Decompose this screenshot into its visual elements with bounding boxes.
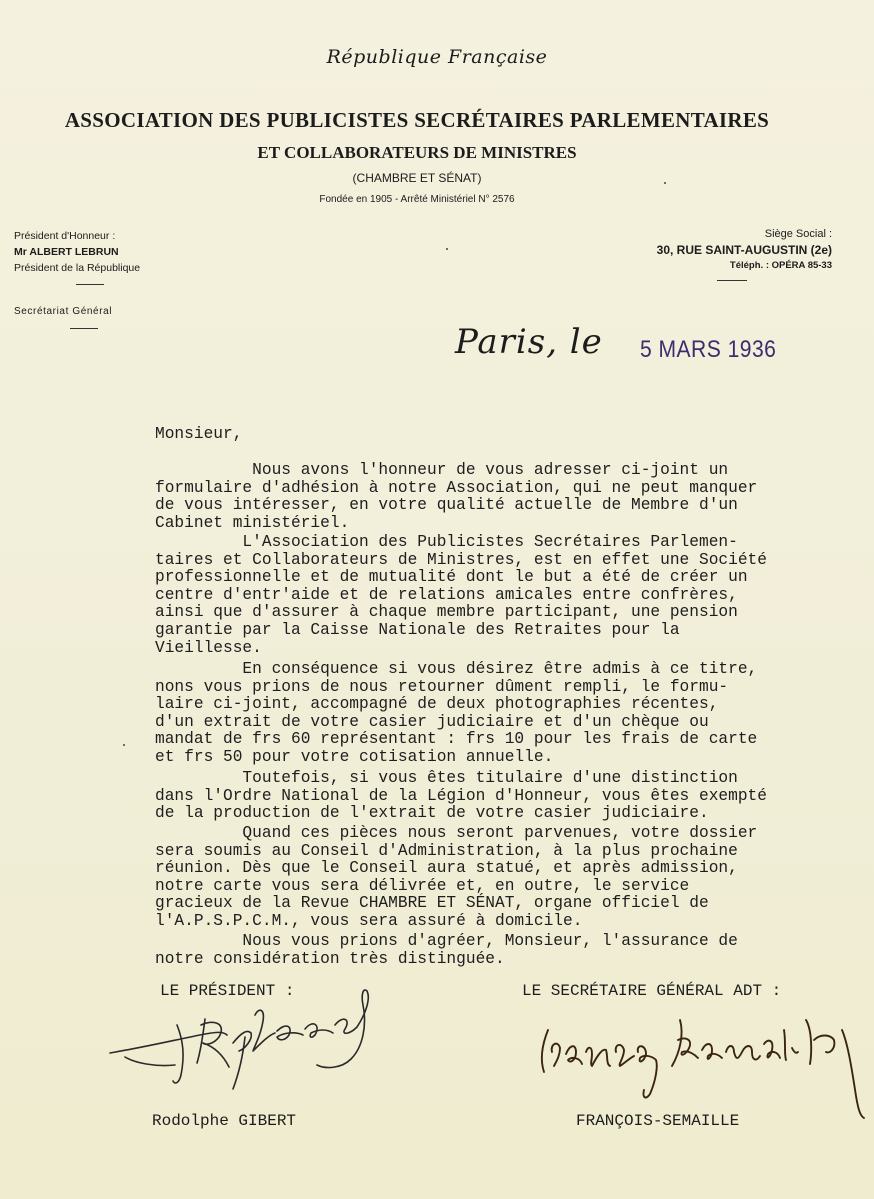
secretary-name: FRANÇOIS-SEMAILLE — [576, 1112, 740, 1130]
secretary-label: LE SECRÉTAIRE GÉNÉRAL ADT : — [522, 982, 782, 1000]
dateline-place: Paris, le — [455, 322, 603, 362]
paragraph-6: Nous vous prions d'agréer, Monsieur, l'assurance de notre considération très distinguée. — [155, 932, 738, 968]
divider — [76, 284, 104, 285]
date-stamp: 5 MARS 1936 — [640, 336, 777, 363]
honorary-title: Président de la République — [14, 262, 141, 274]
president-name: Rodolphe GIBERT — [152, 1112, 297, 1130]
association-subtitle: ET COLLABORATEURS DE MINISTRES — [257, 143, 577, 162]
head-office-block — [600, 226, 832, 281]
secretary-signature — [530, 1000, 874, 1125]
president-label: LE PRÉSIDENT : — [160, 982, 295, 1000]
honorary-label: Président d'Honneur : — [14, 230, 116, 242]
paragraph-4: Toutefois, si vous êtes titulaire d'une distinction dans l'Ordre National de la Légion d'Honneur, vous êtes exempté de la production de l'extrait de votre casier judiciaire. — [155, 769, 767, 823]
address: 30, RUE SAINT-AUGUSTIN (2e) — [656, 243, 832, 257]
honorary-president-block — [14, 228, 174, 285]
divider — [70, 328, 98, 329]
secretariat-label: Secrétariat Général — [14, 306, 113, 317]
salutation: Monsieur, — [155, 425, 243, 443]
president-signature — [105, 985, 380, 1095]
telephone: Téléph. : OPÉRA 85-33 — [729, 260, 832, 271]
divider — [717, 280, 747, 281]
paragraph-3: En conséquence si vous désirez être admis à ce titre, nons vous prions de nous retourner dûment rempli, le formu- laire ci-joint, accompagné de deux photographies récentes, d'un extrait de votre casier judiciaire et d'un chèque ou mandat de frs 60 représentant : frs 10 pour les frais de carte et frs 50 pour votre cotisation annuelle. — [155, 660, 758, 766]
republique-heading: République Française — [326, 46, 548, 68]
paragraph-1: Nous avons l'honneur de vous adresser ci-joint un formulaire d'adhésion à notre Association, qui ne peut manquer de vous intéresser, en votre qualité actuelle de Membre d'un Cabinet ministériel. — [155, 461, 758, 532]
paper-speck — [664, 182, 666, 184]
chambre-senat-line: (CHAMBRE ET SÉNAT) — [352, 171, 482, 185]
paper-speck — [123, 744, 125, 746]
paragraph-5: Quand ces pièces nous seront parvenues, votre dossier sera soumis au Conseil d'Administration, à la plus prochaine réunion. Dès que le Conseil aura statué, et après admission, notre carte vous sera délivrée et, en outre, le service gracieux de la Revue CHAMBRE ET SÉNAT, organe officiel de l'A.P.S.P.C.M., vous sera assuré à domicile. — [155, 824, 758, 930]
association-title: ASSOCIATION DES PUBLICISTES SECRÉTAIRES PARLEMENTAIRES — [64, 108, 770, 132]
honorary-name: Mr ALBERT LEBRUN — [14, 246, 119, 258]
siege-label: Siège Social : — [764, 228, 832, 240]
paragraph-2: L'Association des Publicistes Secrétaires Parlemen- taires et Collaborateurs de Ministres, est en effet une Société professionnelle et de mutualité dont le but a été de créer un centre d'entr'aide et de relations amicales entre confrères, ainsi que d'assurer à chaque membre participant, une pension garantie par la Caisse Nationale des Retraites pour la Vieillesse. — [155, 533, 767, 657]
foundation-line: Fondée en 1905 - Arrêté Ministériel N° 2576 — [319, 194, 515, 205]
paper-speck — [446, 248, 448, 250]
